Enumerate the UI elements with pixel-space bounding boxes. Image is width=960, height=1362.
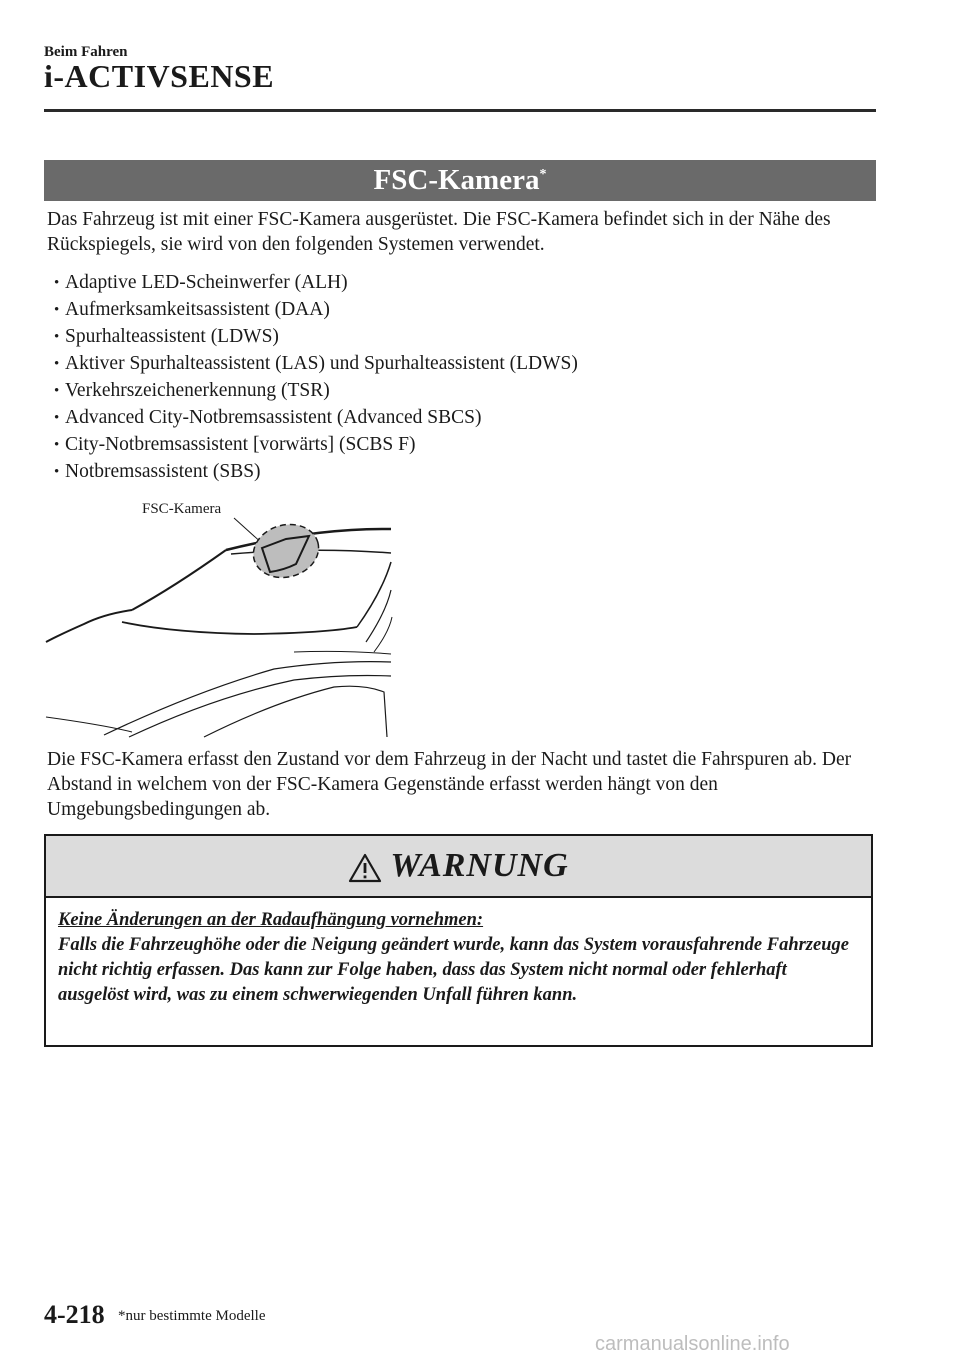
page-number: 4-218: [44, 1300, 105, 1329]
a-pillar: [132, 550, 226, 610]
list-item: • Verkehrszeichenerkennung (TSR): [54, 378, 578, 405]
chapter-title: i-ACTIVSENSE: [44, 58, 275, 94]
footnote-mark: *: [539, 167, 547, 182]
list-item: • Notbremsassistent (SBS): [54, 459, 578, 486]
cowl-line: [122, 622, 357, 634]
section-kicker: Beim Fahren: [44, 44, 128, 60]
warning-triangle-icon: [348, 853, 382, 883]
fender-line: [204, 686, 387, 737]
camera-callout-label: FSC-Kamera: [142, 501, 222, 517]
list-item: • Aufmerksamkeitsassistent (DAA): [54, 297, 578, 324]
list-item: • Adaptive LED-Scheinwerfer (ALH): [54, 270, 578, 297]
systems-list: [54, 270, 578, 486]
list-item: • Spurhalteassistent (LDWS): [54, 324, 578, 351]
warning-label: WARNUNG: [390, 847, 569, 884]
right-pillar: [357, 562, 391, 627]
intro-paragraph: Das Fahrzeug ist mit einer FSC-Kamera ausgerüstet. Die FSC-Kamera befindet sich in der Nähe des Rückspiegels, sie wird von den folgenden Systemen verwendet.: [47, 209, 831, 255]
list-item: • Advanced City-Notbremsassistent (Advanced SBCS): [54, 405, 578, 432]
footnote: *nur bestimmte Modelle: [118, 1308, 266, 1324]
warning-text: Falls die Fahrzeughöhe oder die Neigung geändert wurde, kann das System vorausfahrende Fahrzeuge nicht richtig erfassen. Das kann zur Folge haben, dass das System nicht normal oder fehlerhaft ausgelöst wird, was zu einem schwerwiegenden Unfall führen kann.: [58, 935, 849, 1005]
right-pillar-inner: [366, 590, 391, 642]
hood-left-edge: [46, 610, 132, 642]
hood-front-line: [46, 717, 132, 732]
list-item: • City-Notbremsassistent [vorwärts] (SCBS F): [54, 432, 578, 459]
warning-subtitle: Keine Änderungen an der Radaufhängung vornehmen:: [58, 910, 484, 930]
windshield-camera-illustration: [44, 492, 404, 742]
section-banner: [44, 160, 876, 201]
warning-box: [44, 834, 873, 1047]
warning-body: [46, 898, 871, 1008]
warning-header: [46, 836, 871, 898]
list-item: • Aktiver Spurhalteassistent (LAS) und Spurhalteassistent (LDWS): [54, 351, 578, 378]
hood-crease-3: [294, 651, 391, 654]
section-title: FSC-Kamera: [373, 164, 540, 196]
header-rule: [44, 109, 876, 112]
right-pillar-outer: [374, 617, 392, 652]
hood-crease-1: [104, 662, 391, 735]
description-paragraph: Die FSC-Kamera erfasst den Zustand vor dem Fahrzeug in der Nacht und tastet die Fahrspuren ab. Der Abstand in welchem von der FSC-Kamera Gegenstände erfasst werden hängt von den Umgebungsbedingungen ab.: [47, 749, 852, 820]
watermark: carmanualsonline.info: [595, 1333, 790, 1355]
